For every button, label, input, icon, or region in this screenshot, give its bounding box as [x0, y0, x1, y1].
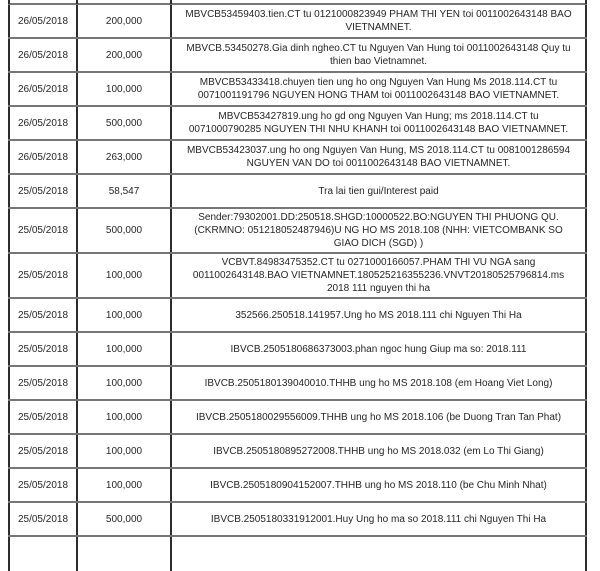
description-cell: IBVCB.2505180331912001.Huy Ung ho ma so 2018.111 chi Nguyen Thi Ha	[172, 503, 587, 535]
description-cell: Tra lai tien gui/Interest paid	[172, 175, 587, 207]
table-row	[8, 333, 587, 367]
amount-cell: 200,000	[78, 39, 172, 71]
date-cell: 25/05/2018	[8, 299, 78, 331]
description-cell	[172, 0, 587, 4]
table-row	[8, 5, 587, 39]
table-row	[8, 254, 587, 299]
date-cell: 25/05/2018	[8, 503, 78, 535]
amount-cell: 100,000	[78, 401, 172, 433]
description-cell: MBVCB53427819.ung ho gd ong Nguyen Van Hung; ms 2018.114.CT tu 0071000790285 NGUYEN THI NHU KHANH toi 0011002643148 BAO VIETNAMNET.	[172, 107, 587, 139]
description-cell: MBVCB53433418.chuyen tien ung ho ong Nguyen Van Hung Ms 2018.114.CT tu 0071001191796 NGUYEN HONG THAM toi 0011002643148 BAO VIETNAMNET.	[172, 73, 587, 105]
amount-cell: 500,000	[78, 107, 172, 139]
amount-cell: 100,000	[78, 299, 172, 331]
description-cell: Sender:79302001.DD:250518.SHGD:10000522.BO:NGUYEN THI PHUONG QU.(CKRMNO: 051218052487946)U NG HO MS 2018.108 (NHH: VIETCOMBANK SO GIAO DICH (SGD) )	[172, 209, 587, 252]
amount-cell	[78, 537, 172, 571]
partial-row-bottom	[8, 537, 587, 571]
date-cell: 25/05/2018	[8, 469, 78, 501]
amount-cell: 200,000	[78, 5, 172, 37]
table-row	[8, 503, 587, 537]
description-cell: MBVCB.53450278.Gia dinh ngheo.CT tu Nguyen Van Hung toi 0011002643148 Quy tu thien bao Vietnamnet.	[172, 39, 587, 71]
table-row	[8, 141, 587, 175]
table-row	[8, 209, 587, 254]
amount-cell: 58,547	[78, 175, 172, 207]
amount-cell	[78, 0, 172, 4]
date-cell: 26/05/2018	[8, 73, 78, 105]
date-cell: 26/05/2018	[8, 5, 78, 37]
amount-cell: 100,000	[78, 367, 172, 399]
date-cell: 25/05/2018	[8, 401, 78, 433]
description-cell: VCBVT.84983475352.CT tu 0271000166057.PHAM THI VU NGA sang 0011002643148.BAO VIETNAMNET.180525216355236.VNVT20180525796814.ms 2018 111 nguyen thi ha	[172, 254, 587, 297]
date-cell: 26/05/2018	[8, 141, 78, 173]
amount-cell: 500,000	[78, 503, 172, 535]
description-cell: IBVCB.2505180139040010.THHB ung ho MS 2018.108 (em Hoang Viet Long)	[172, 367, 587, 399]
date-cell: 26/05/2018	[8, 39, 78, 71]
date-cell	[8, 0, 78, 4]
date-cell: 25/05/2018	[8, 333, 78, 365]
table-row	[8, 435, 587, 469]
table-row	[8, 73, 587, 107]
table-row	[8, 367, 587, 401]
amount-cell: 100,000	[78, 435, 172, 467]
table-row	[8, 401, 587, 435]
description-cell: IBVCB.2505180029556009.THHB ung ho MS 2018.106 (be Duong Tran Tan Phat)	[172, 401, 587, 433]
description-cell: IBVCB.2505180686373003.phan ngoc hung Giup ma so: 2018.111	[172, 333, 587, 365]
table-row	[8, 175, 587, 209]
description-cell: IBVCB.2505180895272008.THHB ung ho MS 2018.032 (em Lo Thi Giang)	[172, 435, 587, 467]
table-row	[8, 469, 587, 503]
date-cell: 25/05/2018	[8, 209, 78, 252]
description-cell	[172, 537, 587, 571]
description-cell: 352566.250518.141957.Ung ho MS 2018.111 chi Nguyen Thi Ha	[172, 299, 587, 331]
amount-cell: 263,000	[78, 141, 172, 173]
amount-cell: 100,000	[78, 333, 172, 365]
description-cell: IBVCB.2505180904152007.THHB ung ho MS 2018.110 (be Chu Minh Nhat)	[172, 469, 587, 501]
date-cell: 25/05/2018	[8, 175, 78, 207]
table-row	[8, 107, 587, 141]
date-cell: 25/05/2018	[8, 367, 78, 399]
amount-cell: 100,000	[78, 254, 172, 297]
date-cell: 26/05/2018	[8, 107, 78, 139]
table-row	[8, 39, 587, 73]
date-cell: 25/05/2018	[8, 254, 78, 297]
amount-cell: 100,000	[78, 469, 172, 501]
transaction-table	[8, 0, 587, 533]
description-cell: MBVCB53459403.tien.CT tu 0121000823949 PHAM THI YEN toi 0011002643148 BAO VIETNAMNET.	[172, 5, 587, 37]
amount-cell: 500,000	[78, 209, 172, 252]
date-cell: 25/05/2018	[8, 435, 78, 467]
description-cell: MBVCB53423037.ung ho ong Nguyen Van Hung, MS 2018.114.CT tu 0081001286594 NGUYEN VAN DO toi 0011002643148 BAO VIETNAMNET.	[172, 141, 587, 173]
table-row	[8, 299, 587, 333]
amount-cell: 100,000	[78, 73, 172, 105]
date-cell	[8, 537, 78, 571]
